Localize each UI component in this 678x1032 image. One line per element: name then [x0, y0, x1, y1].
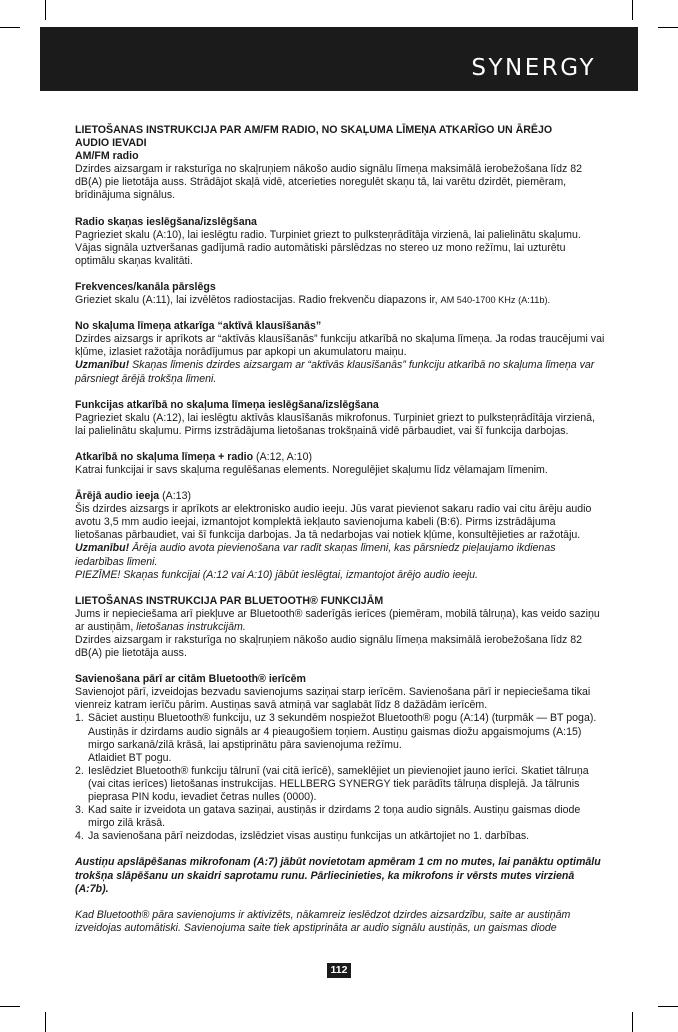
section-title-cont: AUDIO IEVADI: [75, 137, 147, 150]
list-item: 2. Ieslēdziet Bluetooth® funkciju tālrunī (vai citā ierīcē), sameklējiet un pievienojiet jauno ierīci. Skatiet tālruņa (vai citas ierīces) lietošanas instrukcijas. HELLBERG SYNERGY tiek parādīts tālruņa displejā. Ja tālrunis pieprasa PIN kodu, ievadiet četras nulles (0000).: [75, 764, 589, 804]
paragraph-bluetooth-1: Jums ir nepieciešama arī piekļuve ar Bluetooth® saderīgās ierīces (piemēram, mobilā tālruņa), kas veido saziņu ar austiņām, lietošanas instrukcijām.: [75, 607, 600, 633]
page-number: 112: [327, 963, 351, 978]
crop-mark: [0, 27, 20, 28]
heading-pairing: Savienošana pārī ar citām Bluetooth® ierīcēm: [75, 673, 306, 686]
crop-mark: [45, 0, 46, 20]
brand-logo: SYNERGY: [471, 55, 596, 81]
document-body: [75, 124, 605, 935]
list-item: 1. Sāciet austiņu Bluetooth® funkciju, uz 3 sekundēm nospiežot Bluetooth® pogu (A:14) (turpmāk — BT poga). Austiņās ir dzirdams audio signāls ar 4 pieaugošiem toņiem. Austiņu gaismas diožu apgaismojums (A:15) mirgo sarkanā/zilā krāsā, lai apstiprinātu pāra savienojuma režīmu. Atlaidiet BT pogu.: [75, 712, 597, 764]
pairing-steps: [75, 712, 605, 843]
heading-active-listening: No skaļuma līmeņa atkarīga “aktīvā klausīšanās”: [75, 320, 322, 333]
crop-mark: [658, 1006, 678, 1007]
paragraph-pairing: Savienojot pārī, izveidojas bezvadu savienojums saziņai starp ierīcēm. Savienošana pārī ir nepieciešama tikai vienreiz katram ierīču pārim. Austiņas savā atmiņā var saglabāt līdz 8 dažādām ierīcēm.: [75, 686, 591, 712]
heading-radio-onoff: Radio skaņas ieslēgšana/izslēgšana: [75, 215, 257, 228]
warning-external-audio: Uzmanību! Ārēja audio avota pievienošana var radīt skaņas līmeni, kas pārsniedz pieļaujamo ikdienas iedarbības līmeni.: [75, 542, 556, 568]
crop-mark: [632, 1012, 633, 1032]
paragraph-auto-reconnect: Kad Bluetooth® pāra savienojums ir aktivizēts, nākamreiz ieslēdzot dzirdes aizsardzību, saite ar austiņām izveidojas automātiski. Savienojuma saite tiek apstiprināta ar audio signālu austiņās, un gaismas diode: [75, 908, 571, 934]
note-external-audio: PIEZĪME! Skaņas funkcijai (A:12 vai A:10) jābūt ieslēgtai, izmantojot ārējo audio ieeju.: [75, 568, 478, 581]
heading-function-onoff: Funkcijas atkarībā no skaļuma līmeņa ieslēgšana/izslēgšana: [75, 398, 379, 411]
crop-mark: [0, 1006, 20, 1007]
crop-mark: [658, 27, 678, 28]
paragraph-external-audio: Šis dzirdes aizsargs ir aprīkots ar elektronisko audio ieeju. Jūs varat pievienot sakaru radio vai citu ārēju audio avotu 3,5 mm audio ieejai, izmantojot komplektā iekļauto savienojuma kabeli (B:6). Pirms izstrādājuma lietošanas pārbaudiet, vai šī funkcija darbojas. Ja tā nedarbojas vai notiek kļūme, konsultējieties ar ražotāju.: [75, 503, 592, 542]
section-title: LIETOŠANAS INSTRUKCIJA PAR AM/FM RADIO, NO SKAĻUMA LĪMEŅA ATKARĪGO UN ĀRĒJO: [75, 124, 553, 136]
paragraph-radio-onoff: Pagrieziet skalu (A:10), lai ieslēgtu radio. Turpiniet griezt to pulksteņrādītāja virzienā, lai palielinātu skaļumu. Vājas signāla uztveršanas gadījumā radio automātiski pārslēdzas no stereo uz mono režīmu, lai uzturētu optimālu skaņas kvalitāti.: [75, 228, 581, 267]
paragraph-frequency: Grieziet skalu (A:11), lai izvēlētos radiostacijas. Radio frekvenču diapazons ir, AM 540-1700 KHz (A:11b).: [75, 294, 551, 307]
heading-level-radio: Atkarībā no skaļuma līmeņa + radio (A:12, A:10): [75, 450, 312, 463]
section-title-bluetooth: LIETOŠANAS INSTRUKCIJA PAR BLUETOOTH® FUNKCIJĀM: [75, 594, 384, 607]
warning-active-listening: Uzmanību! Skaņas līmenis dzirdes aizsargam ar “aktīvās klausīšanās” funkciju atkarībā no skaļuma līmeņa var pārsniegt ārējā trokšņa līmeni.: [75, 359, 595, 385]
paragraph-bluetooth-2: Dzirdes aizsargam ir raksturīga no skaļruņiem nākošo audio signālu līmeņa maksimālā ierobežošana līdz 82 dB(A) pie lietotāja auss.: [75, 634, 582, 660]
crop-mark: [632, 0, 633, 20]
paragraph-function-onoff: Pagrieziet skalu (A:12), lai ieslēgtu aktīvās klausīšanās mikrofonus. Turpiniet griezt to pulksteņrādītāja virzienā, lai palielinātu skaļumu. Pirms izstrādājuma lietošanas trokšņainā vidē pārbaudiet, vai šī funkcija darbojas.: [75, 411, 595, 437]
paragraph-level-radio: Katrai funkcijai ir savs skaļuma regulēšanas elements. Noregulējiet skaļumu līdz vēlamajam līmenim.: [75, 463, 548, 476]
note-microphone: Austiņu apslāpēšanas mikrofonam (A:7) jābūt novietotam apmēram 1 cm no mutes, lai panāktu optimālu trokšņa slāpēšanu un skaidri saprotamu runu. Pārliecinieties, ka mikrofons ir vērsts mutes virzienā (A:7b).: [75, 856, 601, 895]
paragraph-active-listening: Dzirdes aizsargs ir aprīkots ar “aktīvās klausīšanās” funkciju atkarībā no skaļuma līmeņa. Ja rodas traucējumi vai kļūme, izlasiet ražotāja norādījumus par apkopi un akumulatoru maiņu.: [75, 333, 605, 359]
heading-am-fm: AM/FM radio: [75, 150, 139, 163]
heading-frequency: Frekvences/kanāla pārslēgs: [75, 280, 216, 293]
paragraph-am-fm: Dzirdes aizsargam ir raksturīga no skaļruņiem nākošo audio signālu līmeņa maksimālā ierobežošana līdz 82 dB(A) pie lietotāja auss. Strādājot skaļā vidē, atcerieties noregulēt skaņu tā, lai varētu dzirdēt, piemēram, brīdinājuma signālus.: [75, 163, 582, 202]
list-item: 3. Kad saite ir izveidota un gatava saziņai, austiņās ir dzirdams 2 toņa audio signāls. Austiņu gaismas diode mirgo zilā krāsā.: [75, 804, 581, 830]
list-item: 4. Ja savienošana pārī neizdodas, izslēdziet visas austiņu funkcijas un atkārtojiet no 1. darbības.: [75, 830, 530, 843]
crop-mark: [45, 1012, 46, 1032]
heading-external-audio: Ārējā audio ieeja (A:13): [75, 490, 191, 503]
